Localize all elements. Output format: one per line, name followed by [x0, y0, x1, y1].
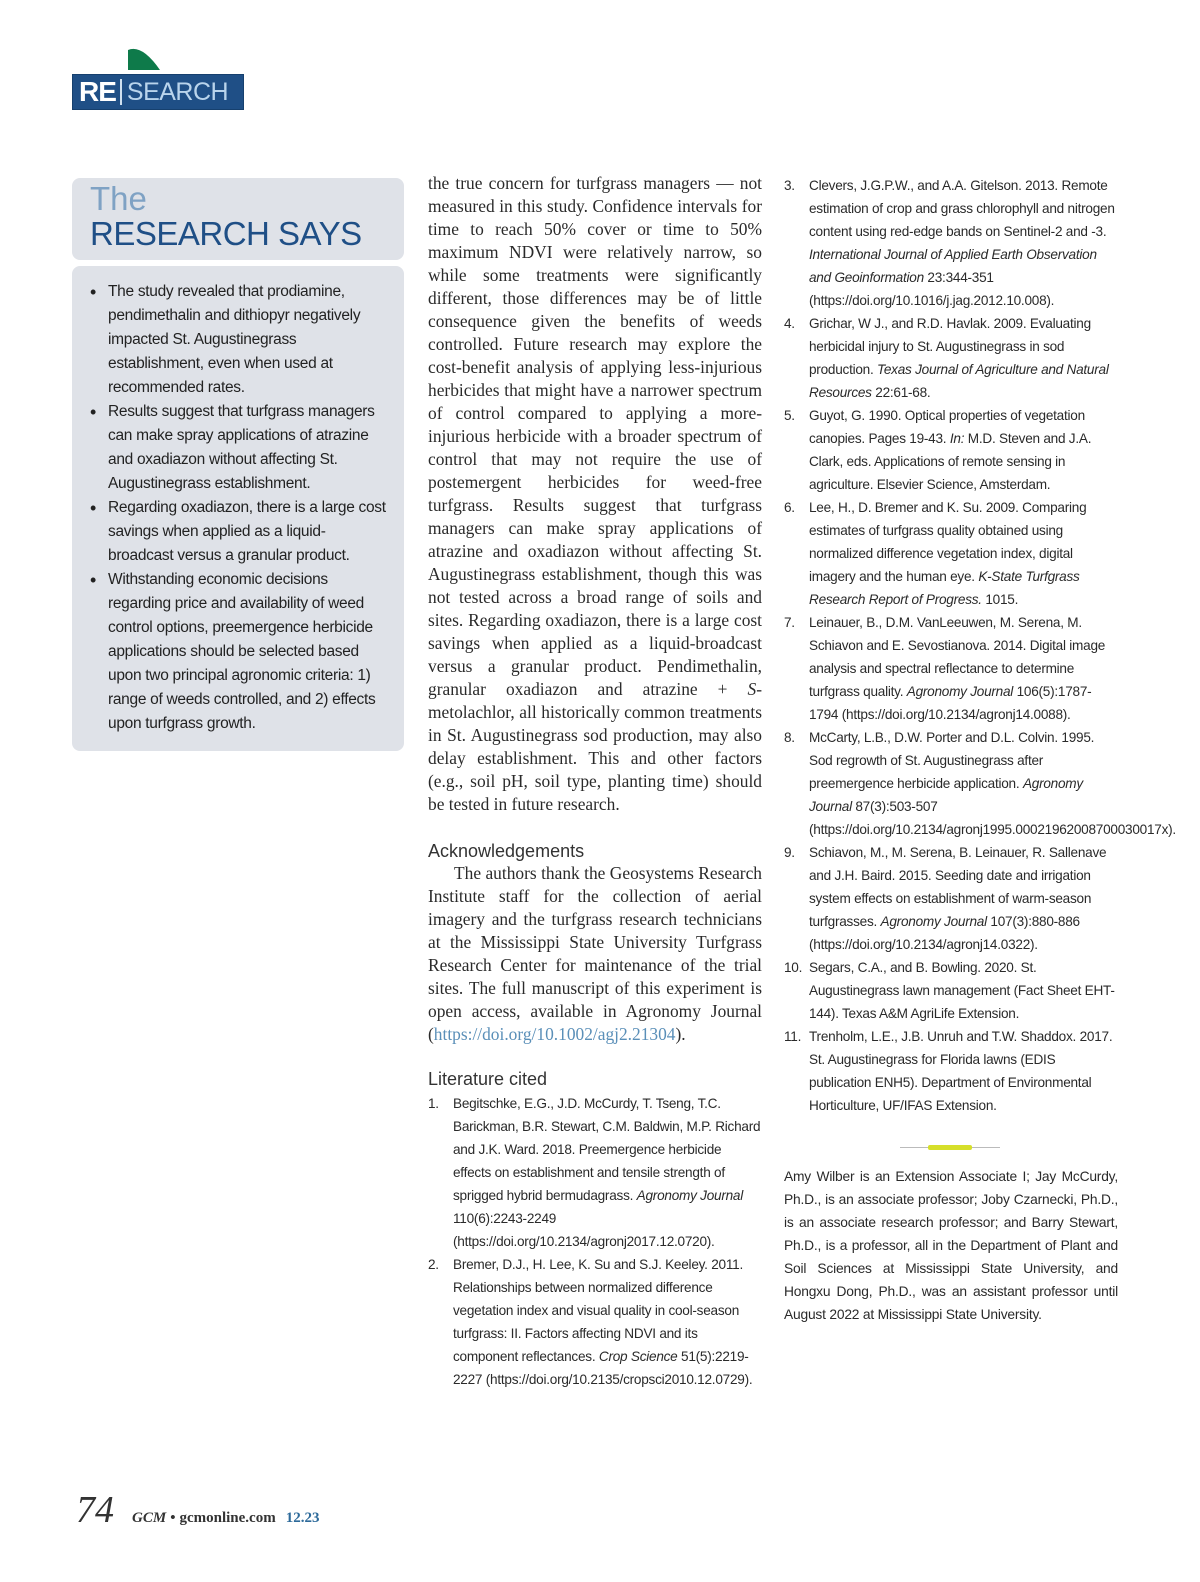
- section-logo-search: SEARCH: [126, 77, 229, 106]
- body-paragraph: [428, 172, 762, 816]
- reference-journal: Agronomy Journal: [880, 914, 987, 929]
- ack-end: ).: [675, 1024, 686, 1044]
- research-says-box: [72, 266, 404, 751]
- reference-item: [784, 312, 1120, 404]
- reference-text: Grichar, W J., and R.D. Havlak. 2009. Evaluating herbicidal injury to St. Augustinegrass in sod production.: [809, 316, 1091, 377]
- reference-item: [784, 726, 1176, 841]
- reference-item: [784, 841, 1120, 956]
- reference-number: 5.: [784, 408, 795, 423]
- reference-text: Segars, C.A., and B. Bowling. 2020. St. Augustinegrass lawn management (Fact Sheet EHT-144). Texas A&M AgriLife Extension.: [809, 960, 1115, 1021]
- reference-details: 110(6):2243-2249 (https://doi.org/10.2134/agronj2017.12.0720).: [453, 1211, 715, 1249]
- reference-number: 10.: [784, 960, 803, 975]
- research-says-bullet: • Regarding oxadiazon, there is a large cost savings when applied as a liquid-broadcast versus a granular product.: [88, 496, 390, 568]
- reference-item: [784, 404, 1120, 496]
- acknowledgements-paragraph: [428, 862, 762, 1046]
- research-says-header: [72, 178, 404, 260]
- reference-journal: Agronomy Journal: [906, 684, 1014, 699]
- reference-details: 106(5):1787-1794 (https://doi.org/10.2134/agronj14.0088).: [809, 684, 1092, 722]
- reference-details: M.D. Steven and J.A. Clark, eds. Applications of remote sensing in agriculture. Elsevier Science, Amsterdam.: [809, 431, 1092, 492]
- reference-number: 3.: [784, 178, 795, 193]
- reference-number: 1.: [428, 1096, 439, 1111]
- acknowledgements-heading: Acknowledgements: [428, 841, 585, 861]
- author-bio: Amy Wilber is an Extension Associate I; Jay McCurdy, Ph.D., is an associate professor; Joby Czarnecki, Ph.D., is an associate research professor; and Barry Stewart, Ph.D., is a professor, all in the Department of Plant and Soil Sciences at Mississippi State University, and Hongxu Dong, Ph.D., was an assistant professor until August 2022 at Mississippi State University.: [784, 1169, 1118, 1322]
- issue-date: 12.23: [285, 1510, 320, 1526]
- reference-details: 1015.: [981, 592, 1019, 607]
- reference-item: [784, 956, 1120, 1025]
- references-list-b: [784, 174, 1176, 1117]
- reference-details: 87(3):503-507 (https://doi.org/10.2134/agronj1995.00021962008700030017x).: [809, 799, 1176, 837]
- research-says-title: RESEARCH SAYS: [90, 215, 362, 252]
- reference-journal: Texas Journal of Agriculture and Natural Resources: [809, 362, 1109, 400]
- separator-highlight: [928, 1145, 972, 1150]
- reference-journal: K-State Turfgrass Research Report of Progress.: [809, 569, 1080, 607]
- reference-number: 4.: [784, 316, 795, 331]
- reference-journal: Agronomy Journal: [809, 776, 1083, 814]
- magazine-name: GCM: [132, 1510, 167, 1526]
- reference-details: 23:344-351 (https://doi.org/10.1016/j.jag.2012.10.008).: [809, 270, 1055, 308]
- reference-text: Guyot, G. 1990. Optical properties of vegetation canopies. Pages 19-43.: [809, 408, 1085, 446]
- reference-item: [428, 1253, 762, 1391]
- section-banner: [72, 74, 244, 110]
- section-logo-re: RE: [79, 76, 116, 107]
- page-footer: [76, 1488, 319, 1532]
- section-separator: [900, 1145, 1000, 1151]
- reference-item: [784, 1025, 1120, 1117]
- reference-text: Trenholm, L.E., J.B. Unruh and T.W. Shaddox. 2017. St. Augustinegrass for Florida lawns (EDIS publication ENH5). Department of Environmental Horticulture, UF/IFAS Extension.: [809, 1029, 1113, 1113]
- reference-text: McCarty, L.B., D.W. Porter and D.L. Colvin. 1995. Sod regrowth of St. Augustinegrass after preemergence herbicide application.: [809, 730, 1095, 791]
- reference-text: Clevers, J.G.P.W., and A.A. Gitelson. 2013. Remote estimation of crop and grass chlorophyll and nitrogen content using red-edge bands on Sentinel-2 and -3.: [809, 178, 1115, 239]
- reference-journal: Crop Science: [598, 1349, 678, 1364]
- reference-item: [784, 174, 1120, 312]
- reference-text: Begitschke, E.G., J.D. McCurdy, T. Tseng, T.C. Barickman, B.R. Stewart, C.M. Baldwin, M.P. Richard and J.K. Ward. 2018. Preemergence herbicide effects on establishment and tensile strength of sprigged hybrid bermudagrass.: [453, 1096, 761, 1203]
- reference-number: 6.: [784, 500, 795, 515]
- reference-text: Bremer, D.J., H. Lee, K. Su and S.J. Keeley. 2011. Relationships between normalized difference vegetation index and visual quality in cool-season turfgrass: II. Factors affecting NDVI and its component reflectances.: [453, 1257, 743, 1364]
- body-text-end: -metolachlor, all historically common treatments in St. Augustinegrass sod production, may also delay establishment. This and other factors (e.g., soil pH, soil type, planting time) should be tested in future research.: [428, 679, 762, 814]
- doi-link[interactable]: https://doi.org/10.1002/agj2.21304: [433, 1024, 676, 1044]
- reference-number: 7.: [784, 615, 795, 630]
- reference-text: Schiavon, M., M. Serena, B. Leinauer, R. Sallenave and J.H. Baird. 2015. Seeding date and irrigation system effects on establishment of warm-season turfgrasses.: [809, 845, 1107, 929]
- footer-bullet: •: [170, 1510, 176, 1526]
- body-italic: S: [747, 679, 757, 699]
- reference-number: 8.: [784, 730, 795, 745]
- reference-item: [784, 496, 1120, 611]
- references-list-a: [428, 1092, 762, 1391]
- research-says-list: [88, 280, 390, 736]
- reference-number: 9.: [784, 845, 795, 860]
- site-url: gcmonline.com: [179, 1510, 276, 1526]
- research-says-title-the: The: [90, 180, 147, 217]
- reference-details: 51(5):2219-2227 (https://doi.org/10.2135/cropsci2010.12.0729).: [453, 1349, 753, 1387]
- reference-journal: In:: [949, 431, 965, 446]
- research-says-bullet: • Results suggest that turfgrass managers can make spray applications of atrazine and oxadiazon without affecting St. Augustinegrass establishment.: [88, 400, 390, 496]
- reference-item: [784, 611, 1120, 726]
- reference-details: 22:61-68.: [871, 385, 931, 400]
- reference-number: 11.: [784, 1029, 802, 1044]
- literature-cited-heading: Literature cited: [428, 1069, 548, 1089]
- reference-journal: Agronomy Journal: [636, 1188, 743, 1203]
- ack-text: The authors thank the Geosystems Research Institute staff for the collection of aerial imagery and the turfgrass research technicians at the Mississippi State University Turfgrass Research Center for maintenance of the trial sites. The full manuscript of this experiment is open access, available in Agronomy Journal (: [428, 863, 762, 1044]
- reference-details: 107(3):880-886 (https://doi.org/10.2134/agronj14.0322).: [809, 914, 1080, 952]
- reference-item: [428, 1092, 762, 1253]
- page-number: 74: [76, 1489, 114, 1531]
- reference-journal: International Journal of Applied Earth Observation and Geoinformation: [809, 247, 1097, 285]
- leaf-icon: [128, 46, 160, 70]
- body-text: the true concern for turfgrass managers — not measured in this study. Confidence intervals for time to reach 50% cover or time to 50% maximum NDVI were relatively narrow, so while some treatments were significantly different, those differences may be of little consequence given the benefits of weeds controlled. Future research may explore the cost-benefit analysis of applying less-injurious herbicides that might have a narrower spectrum of control compared to applying a more-injurious herbicide with a broader spectrum of control that may not require the use of postemergent herbicides for weed-free turfgrass. Results suggest that turfgrass managers can make spray applications of atrazine and oxadiazon without affecting St. Augustinegrass establishment, though this was not tested across a broad range of soils and sites. Regarding oxadiazon, there is a large cost savings when applied as a liquid-broadcast versus a granular product. Pendimethalin, granular oxadiazon and atrazine +: [428, 173, 762, 699]
- section-logo: [72, 46, 247, 112]
- article-body-column: [428, 172, 762, 1391]
- section-logo-divider: [120, 79, 122, 105]
- reference-text: Lee, H., D. Bremer and K. Su. 2009. Comparing estimates of turfgrass quality obtained using normalized difference vegetation index, digital imagery and the human eye.: [809, 500, 1087, 584]
- reference-number: 2.: [428, 1257, 439, 1272]
- research-says-bullet: • The study revealed that prodiamine, pendimethalin and dithiopyr negatively impacted St. Augustinegrass establishment, even when used at recommended rates.: [88, 280, 390, 400]
- reference-text: Leinauer, B., D.M. VanLeeuwen, M. Serena, M. Schiavon and E. Sevostianova. 2014. Digital image analysis and spectral reflectance to determine turfgrass quality.: [809, 615, 1106, 699]
- research-says-bullet: • Withstanding economic decisions regarding price and availability of weed control options, preemergence herbicide applications should be selected based upon two principal agronomic criteria: 1) range of weeds controlled, and 2) effects upon turfgrass growth.: [88, 568, 390, 736]
- references-column: [784, 174, 1176, 1117]
